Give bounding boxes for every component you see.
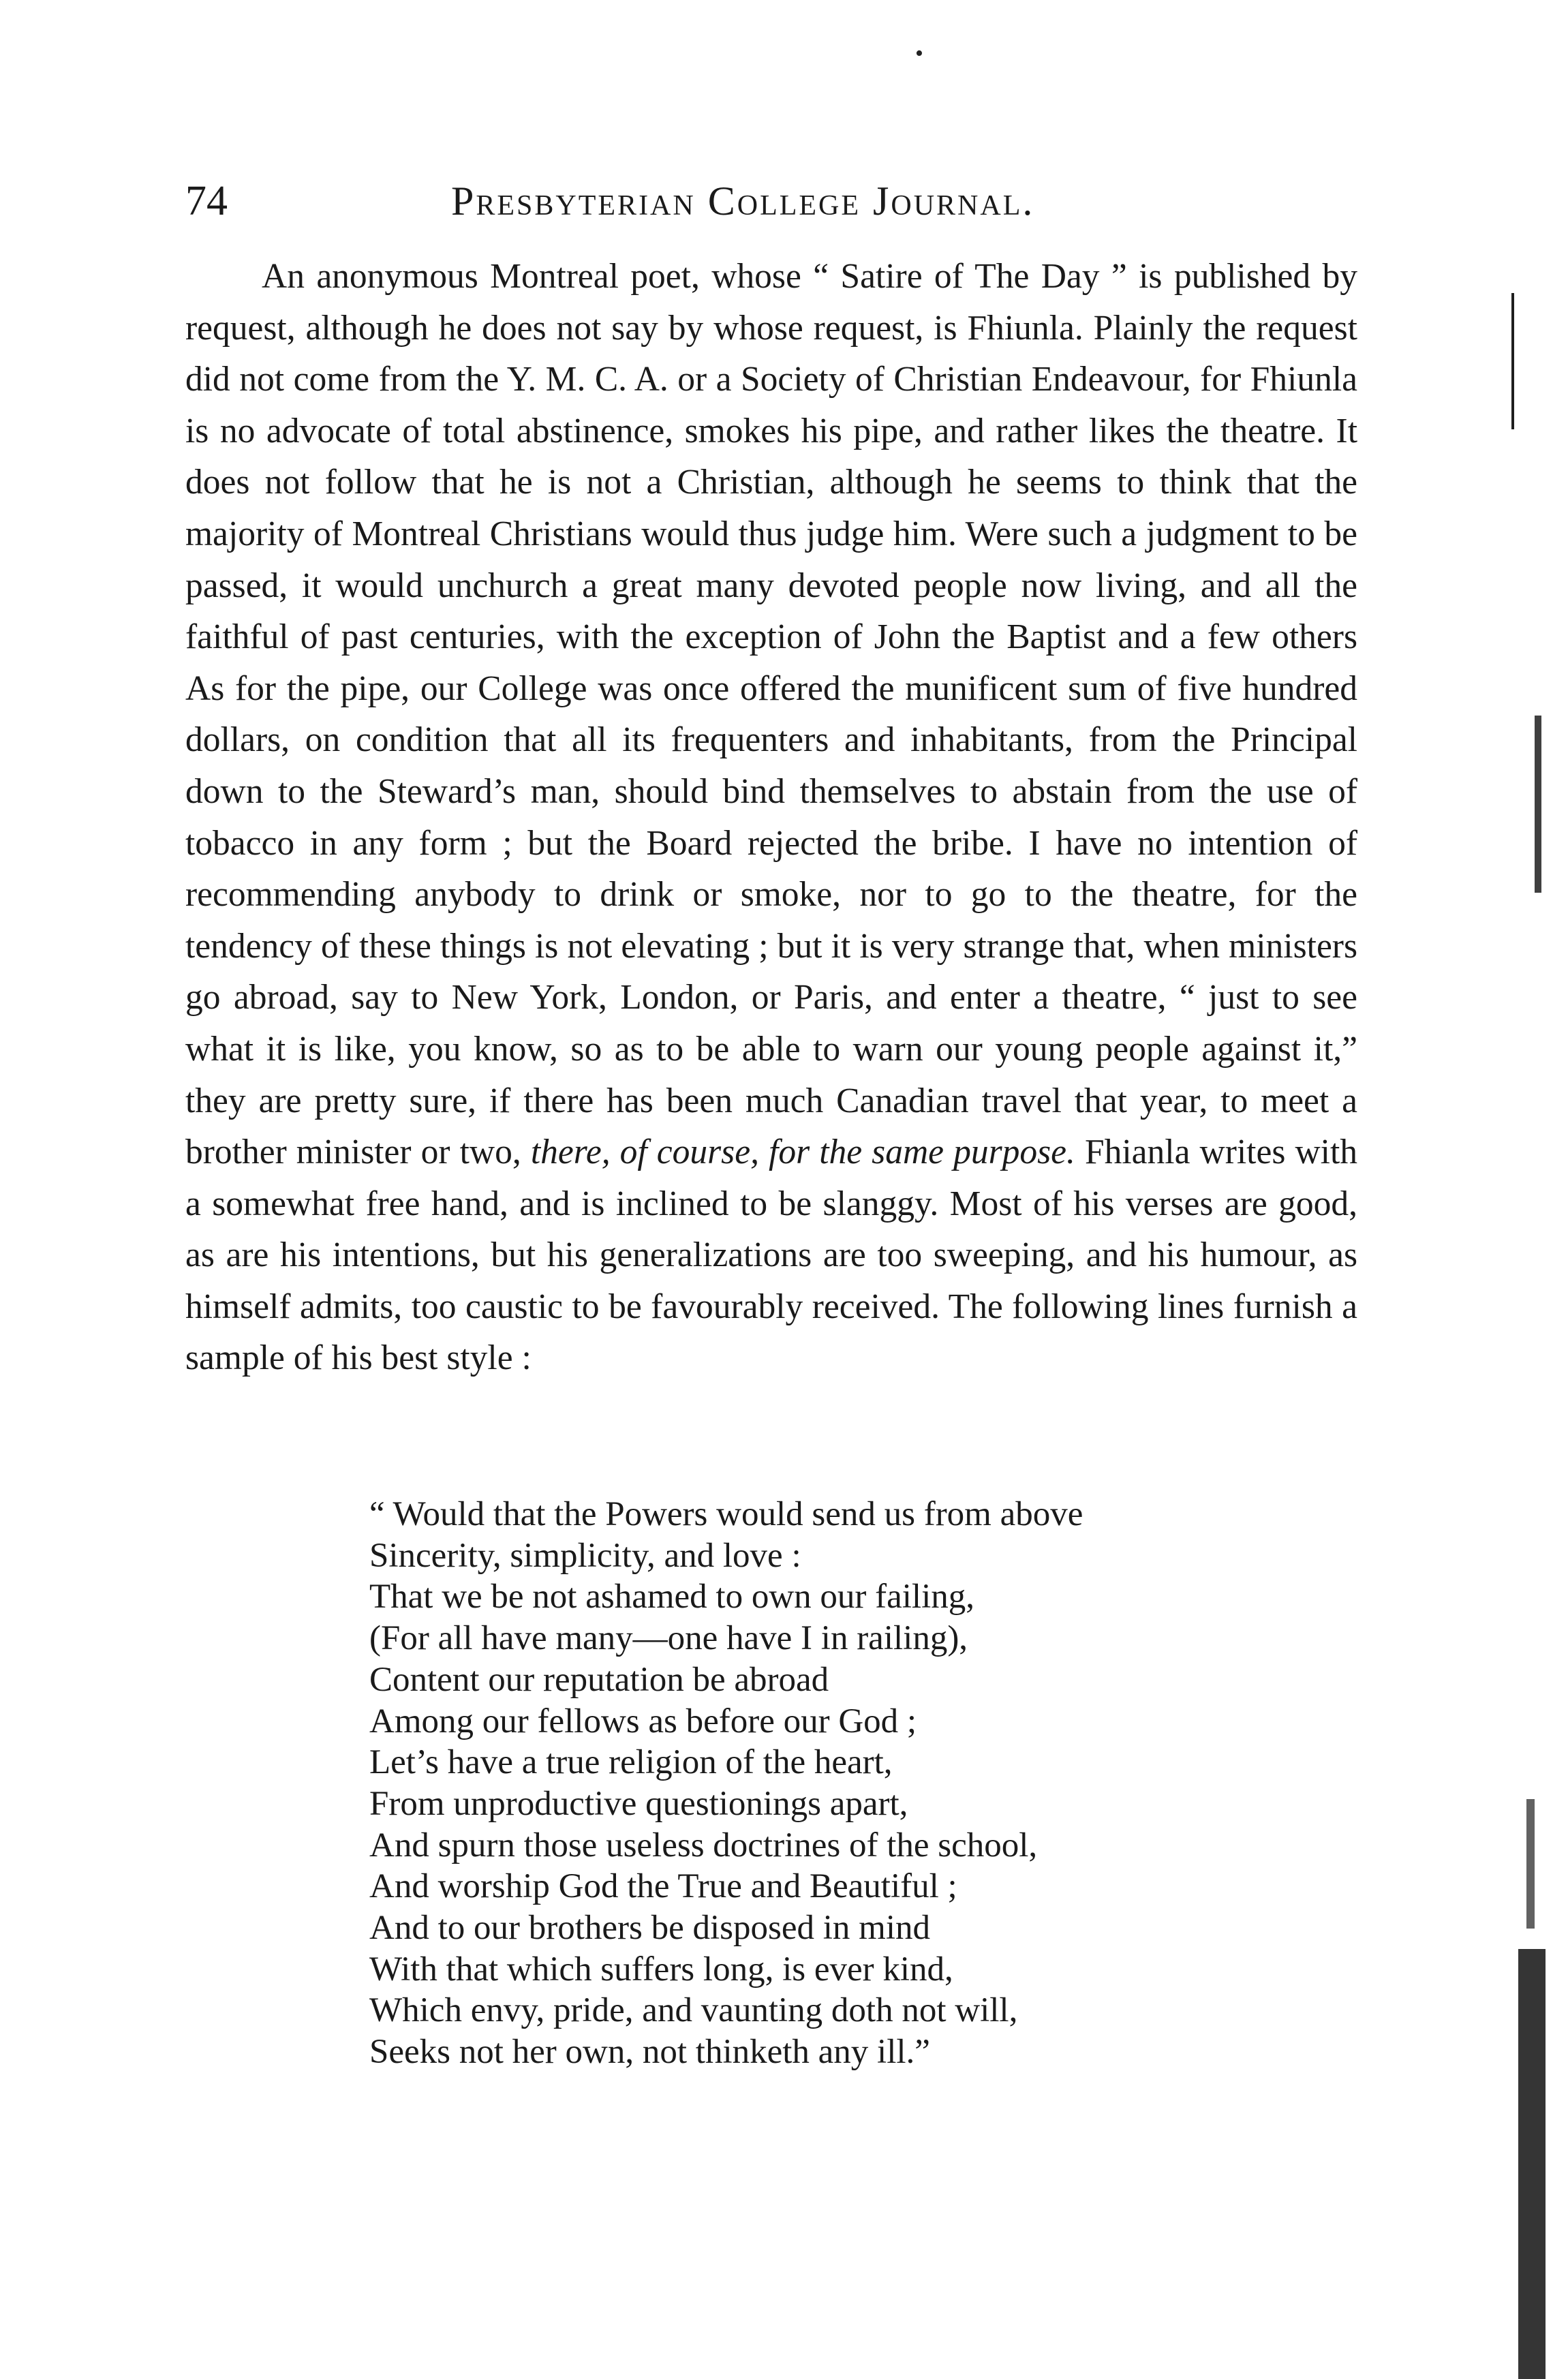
poem-line: Seeks not her own, not thinketh any ill.” <box>369 2033 930 2072</box>
paragraph-text-start: An anonymous Montreal poet, whose “ Satire of The Day ” is published by request, although he does not say by whose request, is Fhiunla. Plainly the request did not come from the Y. M. C. A. or a Society of Christian Endeavour, for Fhiunla is no advocate of total abstinence, smokes his pipe, and rather likes the theatre. It does not follow that he is not a Christian, although he seems to think that the majority of Montreal Christians would thus judge him. Were such a judgment to be passed, it would unchurch a great many devoted people now living, and all the faithful of past centuries, with the exception of John the Baptist and a few others As for the pipe, our College was once offered the munificent sum of five hundred dollars, on condition that all its frequenters and inhabitants, from the Principal down to the Steward’s man, should bind themselves to abstain from the use of tobacco in any form ; but the Board rejected the bribe. I have no intention of recommending anybody to drink or smoke, nor to go to the theatre, for the tendency of these things is not elevating ; but it is very strange that, when ministers go abroad, say to New York, London, or Paris, and enter a theatre, “ just to see what it is like, you know, so as to be able to warn our young people against it,” they are pretty sure, if there has been much Canadian travel that year, to meet a brother minister or two, <box>185 257 1357 1172</box>
margin-scan-mark <box>1511 293 1514 429</box>
poem-line: And worship God the True and Beautiful ; <box>369 1867 957 1906</box>
poem-line: That we be not ashamed to own our failing, <box>369 1578 975 1616</box>
poem-quotation <box>369 1494 1255 2073</box>
poem-line: And spurn those useless doctrines of the school, <box>369 1826 1038 1864</box>
poem-line: “ Would that the Powers would send us from above <box>369 1495 1083 1533</box>
poem-line: And to our brothers be disposed in mind <box>369 1909 930 1948</box>
page-header <box>185 170 1371 232</box>
poem-line: Sincerity, simplicity, and love : <box>369 1536 801 1575</box>
body-paragraph <box>185 251 1357 1384</box>
poem-line: Content our reputation be abroad <box>369 1660 829 1699</box>
poem-line: From unproductive questionings apart, <box>369 1784 908 1823</box>
margin-scan-mark <box>1518 1949 1546 2379</box>
poem-line: With that which suffers long, is ever kind, <box>369 1950 953 1989</box>
ink-speck: • <box>915 41 923 66</box>
running-head: Presbyterian College Journal. <box>451 179 1035 224</box>
poem-line: Let’s have a true religion of the heart, <box>369 1743 893 1782</box>
paragraph-text-end: Fhianla writes with a somewhat free hand, and is inclined to be slanggy. Most of his verses are good, as are his intentions, but his generalizations are too sweeping, and his humour, as himself admits, too caustic to be favourably received. The following lines furnish a sample of his best style : <box>185 1133 1358 1378</box>
page-number: 74 <box>185 178 228 224</box>
poem-line: (For all have many—one have I in railing), <box>369 1619 968 1658</box>
poem-line: Among our fellows as before our God ; <box>369 1702 917 1740</box>
poem-line: Which envy, pride, and vaunting doth not will, <box>369 1991 1018 2030</box>
margin-scan-mark <box>1526 1799 1535 1929</box>
margin-scan-mark <box>1535 716 1541 893</box>
italic-phrase: there, of course, for the same purpose. <box>530 1133 1075 1172</box>
